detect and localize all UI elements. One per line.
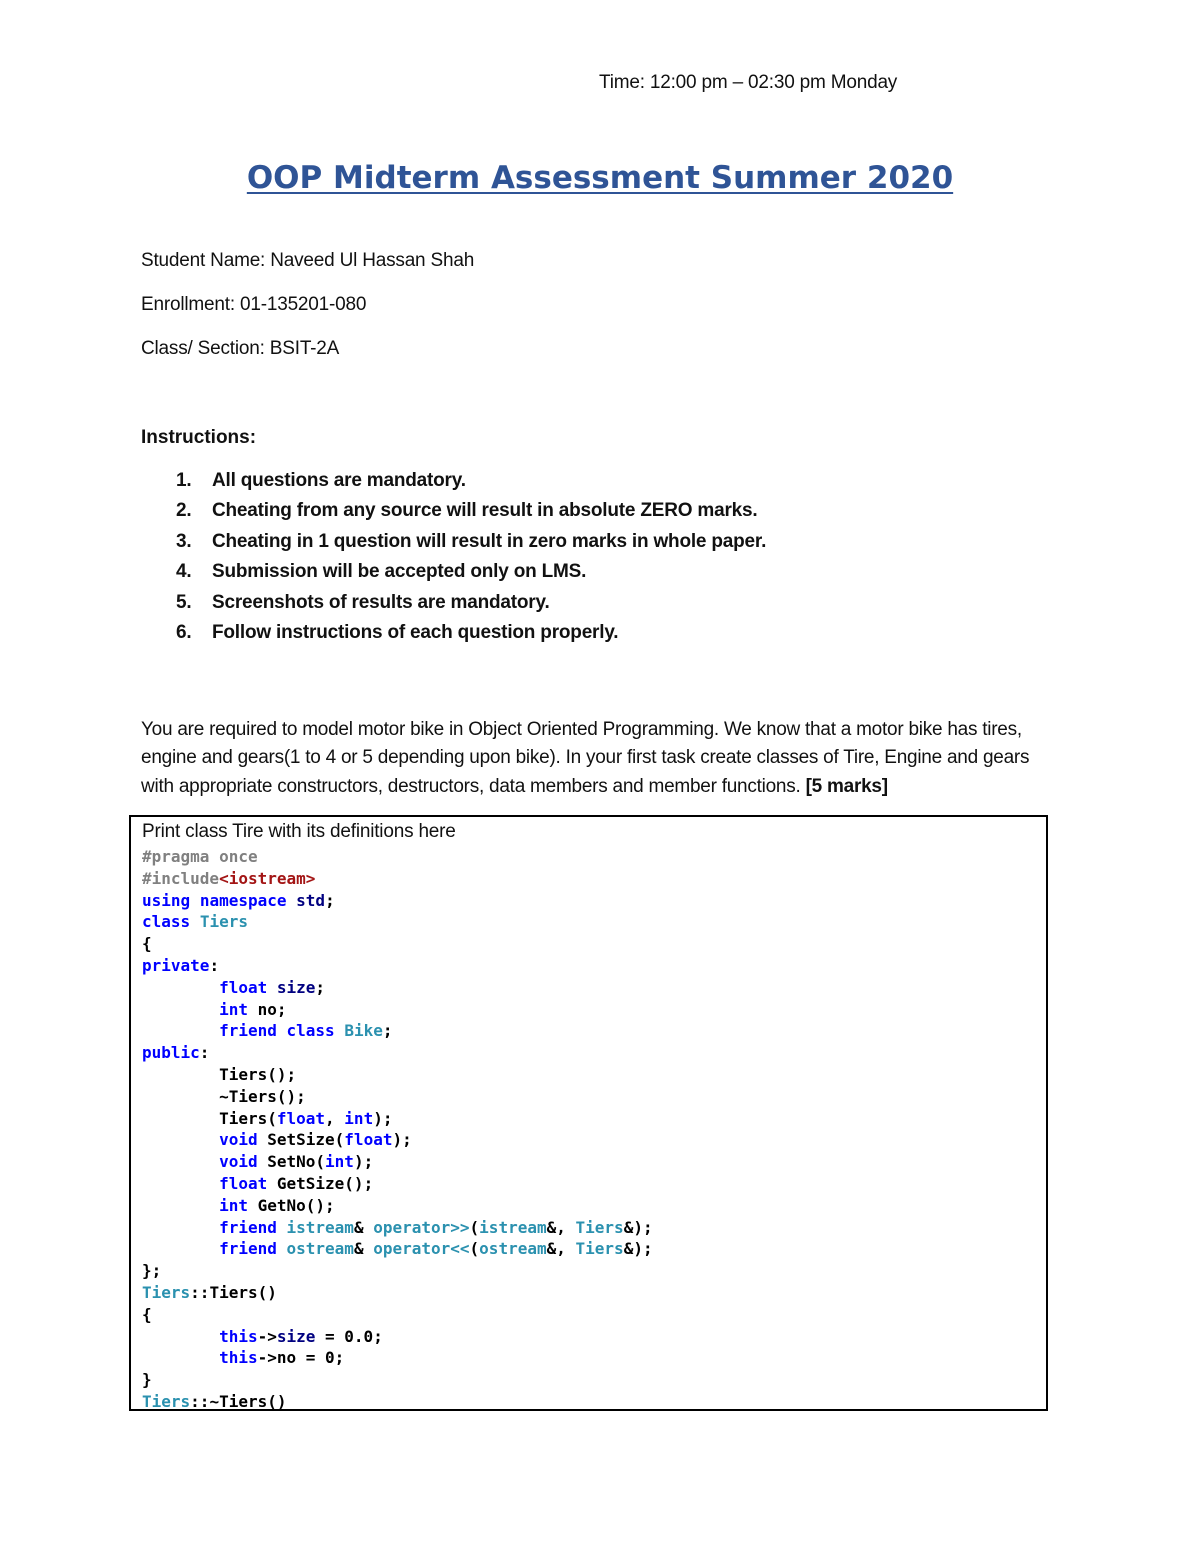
code-token <box>190 891 200 910</box>
code-line <box>142 1391 653 1411</box>
code-token: Tiers( <box>142 1108 277 1128</box>
code-token: friend <box>219 1217 277 1237</box>
list-item: 5. Screenshots of results are mandatory. <box>176 591 550 613</box>
code-token: int <box>219 1195 248 1215</box>
code-token: } <box>142 1370 152 1390</box>
question-text: You are required to model motor bike in Object Oriented Programming. We know that a motor bike has tires, engine and gears(1 to 4 or 5 depending upon bike). In your first task create classes of Tire, Engine and gears with appropriate constructors, destructors, data members and member functions. [5 marks] <box>141 719 1030 797</box>
code-token: }; <box>142 1261 162 1281</box>
code-token: size <box>276 977 316 997</box>
code-token: #pragma once <box>142 847 258 866</box>
code-token: ::~Tiers() <box>190 1391 287 1411</box>
code-line <box>142 999 653 1021</box>
code-token: void <box>219 1152 258 1172</box>
code-token: namespace <box>199 890 287 910</box>
code-token: Tiers(); <box>142 1064 297 1084</box>
code-token <box>335 1021 345 1040</box>
code-token <box>142 1196 219 1215</box>
code-token <box>142 1327 219 1346</box>
instructions-list <box>141 470 766 652</box>
code-token: ); <box>392 1130 412 1150</box>
code-token: no; <box>247 999 287 1019</box>
code-line <box>142 977 653 999</box>
code-token: istream <box>479 1217 547 1237</box>
code-token: #include <box>142 868 220 888</box>
code-token: GetNo(); <box>247 1195 335 1215</box>
list-item: 3. Cheating in 1 question will result in zero marks in whole paper. <box>176 530 767 552</box>
code-line <box>142 846 653 868</box>
code-token: ~Tiers(); <box>142 1086 306 1106</box>
document-title: OOP Midterm Assessment Summer 2020 <box>246 160 954 196</box>
question-marks: [5 marks] <box>805 775 888 797</box>
code-line <box>142 868 653 890</box>
code-token: ( <box>469 1217 480 1237</box>
code-token <box>142 1021 219 1040</box>
code-line <box>142 1108 653 1130</box>
code-token: using <box>142 890 191 910</box>
code-line <box>142 1064 653 1086</box>
code-token: Tiers <box>142 1282 191 1302</box>
code-token: { <box>142 1304 152 1324</box>
code-line <box>142 1173 653 1195</box>
code-line <box>142 1195 653 1217</box>
code-token: SetNo( <box>257 1152 326 1172</box>
code-token: float <box>219 1173 268 1193</box>
exam-time: Time: 12:00 pm – 02:30 pm Monday <box>599 72 898 93</box>
list-item: 6. Follow instructions of each question properly. <box>176 621 619 643</box>
list-item: 2. Cheating from any source will result in absolute ZERO marks. <box>176 500 758 522</box>
code-token: Tiers <box>199 912 248 932</box>
code-token <box>277 1218 287 1237</box>
code-line <box>142 1282 653 1304</box>
code-token: &); <box>623 1239 653 1259</box>
code-token: Tiers <box>575 1217 624 1237</box>
code-token: <iostream> <box>219 868 316 888</box>
code-token: float <box>344 1130 393 1150</box>
instructions-heading: Instructions: <box>141 427 257 448</box>
code-token: friend <box>219 1239 277 1259</box>
code-token: ostream <box>479 1239 547 1259</box>
code-token <box>267 978 277 997</box>
code-token: Tiers <box>575 1239 624 1259</box>
code-token <box>287 891 297 910</box>
code-token: operator>> <box>373 1217 470 1237</box>
code-token: operator<< <box>373 1239 470 1259</box>
code-token: ); <box>353 1152 374 1172</box>
code-token: ->no = 0; <box>257 1348 345 1368</box>
code-line <box>142 1217 653 1239</box>
code-token: this <box>219 1348 258 1368</box>
code-token: -> <box>257 1326 277 1346</box>
answer-box <box>129 815 1048 1411</box>
code-token: float <box>219 977 268 997</box>
code-token: , <box>325 1108 345 1128</box>
code-token: int <box>344 1108 374 1128</box>
code-token: & <box>353 1239 374 1259</box>
code-token <box>142 1239 219 1258</box>
code-token: int <box>325 1152 354 1172</box>
code-line <box>142 955 653 977</box>
code-token: std <box>296 890 326 910</box>
code-block <box>142 846 653 1411</box>
code-token: this <box>219 1326 258 1346</box>
code-token <box>277 1021 287 1040</box>
enrollment-number: Enrollment: 01-135201-080 <box>141 294 367 315</box>
code-token: istream <box>286 1217 354 1237</box>
code-token: int <box>219 999 248 1019</box>
list-item: 1. All questions are mandatory. <box>176 470 466 491</box>
code-token <box>142 1000 219 1019</box>
code-line <box>142 1151 653 1173</box>
code-token: ::Tiers() <box>190 1282 277 1302</box>
code-line <box>142 1042 653 1064</box>
code-token: friend <box>219 1021 277 1041</box>
code-token: size <box>276 1326 316 1346</box>
code-line <box>142 1086 653 1108</box>
code-line <box>142 1129 653 1151</box>
code-token: GetSize(); <box>267 1173 374 1193</box>
code-line <box>142 1238 653 1260</box>
code-token: &, <box>546 1239 576 1259</box>
code-token <box>142 1174 219 1193</box>
class-section: Class/ Section: BSIT-2A <box>141 338 340 359</box>
code-token: : <box>209 955 220 975</box>
code-token: & <box>353 1217 374 1237</box>
code-line <box>142 1304 653 1326</box>
student-name: Student Name: Naveed Ul Hassan Shah <box>141 250 475 271</box>
code-line <box>142 933 653 955</box>
code-token <box>142 1218 219 1237</box>
code-token <box>190 912 200 931</box>
code-token: ; <box>382 1021 393 1041</box>
code-token: &); <box>623 1217 653 1237</box>
code-token <box>277 1239 287 1258</box>
code-token: { <box>142 934 152 954</box>
code-line <box>142 1369 653 1391</box>
code-token: class <box>142 912 191 932</box>
code-token <box>142 978 219 997</box>
code-line <box>142 911 653 933</box>
code-token: private <box>142 955 210 975</box>
code-token: void <box>219 1130 258 1150</box>
code-token: ( <box>469 1239 480 1259</box>
code-line <box>142 890 653 912</box>
code-token: : <box>199 1043 210 1063</box>
code-token: &, <box>546 1217 576 1237</box>
code-token: Tiers <box>142 1391 191 1411</box>
code-token: ostream <box>286 1239 354 1259</box>
code-line <box>142 1260 653 1282</box>
code-line <box>142 1347 653 1369</box>
code-token: class <box>286 1021 335 1041</box>
list-item: 4. Submission will be accepted only on LMS. <box>176 561 587 583</box>
code-line <box>142 1020 653 1042</box>
code-token: Bike <box>344 1021 383 1041</box>
code-token <box>142 1348 219 1367</box>
code-token: SetSize( <box>257 1130 345 1150</box>
code-token: ); <box>373 1108 393 1128</box>
answer-box-caption: Print class Tire with its definitions here <box>142 821 456 842</box>
code-token: float <box>276 1108 326 1128</box>
code-token: ; <box>325 890 335 910</box>
code-token <box>142 1130 219 1149</box>
code-token: ; <box>315 977 326 997</box>
code-token <box>142 1152 219 1171</box>
code-token: public <box>142 1043 200 1063</box>
code-line <box>142 1326 653 1348</box>
code-token: = 0.0; <box>315 1326 383 1346</box>
